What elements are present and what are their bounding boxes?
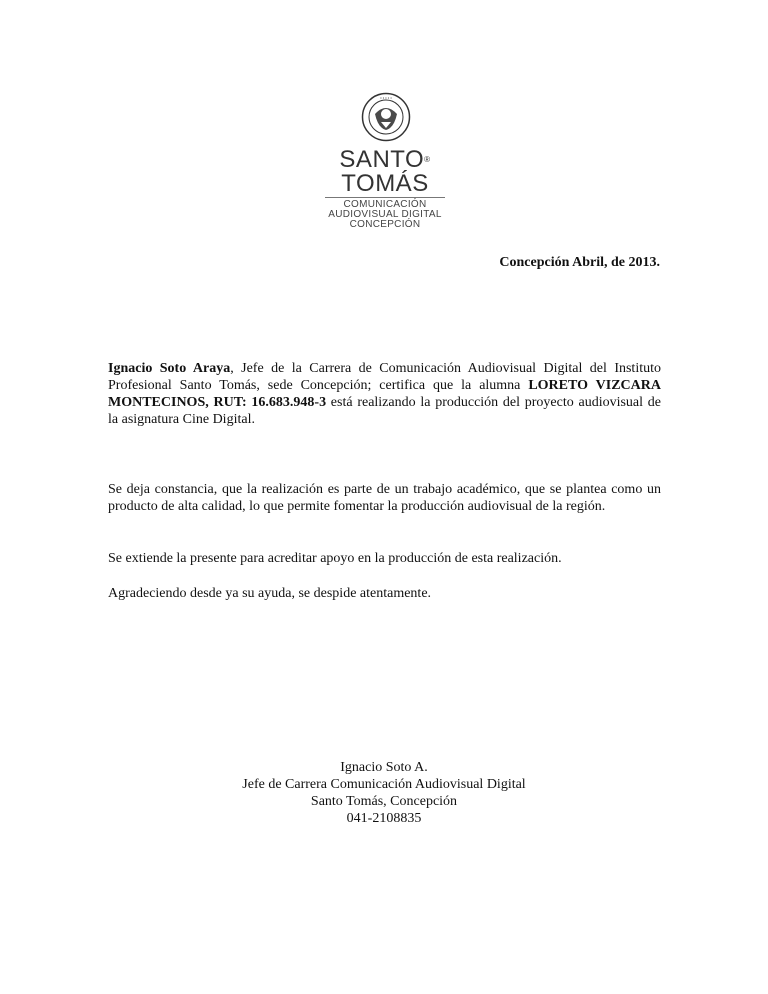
registered-mark: ® — [424, 155, 431, 164]
logo-sub-line-2: AUDIOVISUAL DIGITAL — [328, 209, 442, 220]
logo-sub-line-3: CONCEPCIÓN — [349, 219, 421, 230]
svg-text:• • • • •: • • • • • — [380, 95, 392, 100]
paragraph-farewell: Agradeciendo desde ya su ayuda, se despide atentamente. — [108, 586, 432, 601]
brand-line-2: TOMÁS — [341, 170, 429, 197]
letter-date: Concepción Abril, de 2013. — [499, 255, 660, 270]
santo-tomas-logo — [322, 92, 448, 232]
logo-divider — [325, 197, 445, 198]
seal-icon — [361, 92, 411, 142]
student-name: LORETO VIZCARA MONTECINOS, RUT: 16.683.948-3 — [108, 378, 661, 410]
paragraph-extension: Se extiende la presente para acreditar apoyo en la producción de esta realización. — [108, 551, 562, 566]
signature-title: Jefe de Carrera Comunicación Audiovisual Digital — [242, 777, 526, 792]
signer-name: Ignacio Soto Araya — [108, 361, 231, 376]
certification-text-2: está realizando la producción del proyecto audiovisual de la asignatura Cine Digital. — [108, 395, 661, 427]
certification-text-1: , Jefe de la Carrera de Comunicación Audiovisual Digital del Instituto Profesional Santo Tomás, sede Concepción; certifica que la alumna — [108, 361, 661, 393]
signature-name: Ignacio Soto A. — [340, 760, 428, 775]
paragraph-certification — [108, 360, 661, 428]
paragraph-constancia: Se deja constancia, que la realización es parte de un trabajo académico, que se plantea como un producto de alta calidad, lo que permite fomentar la producción audiovisual de la región. — [108, 482, 661, 514]
signature-phone: 041-2108835 — [346, 811, 422, 826]
logo-sub-line-1: COMUNICACIÓN — [343, 199, 427, 210]
signature-institution: Santo Tomás, Concepción — [310, 794, 458, 809]
brand-line-1: SANTO® — [339, 146, 431, 173]
